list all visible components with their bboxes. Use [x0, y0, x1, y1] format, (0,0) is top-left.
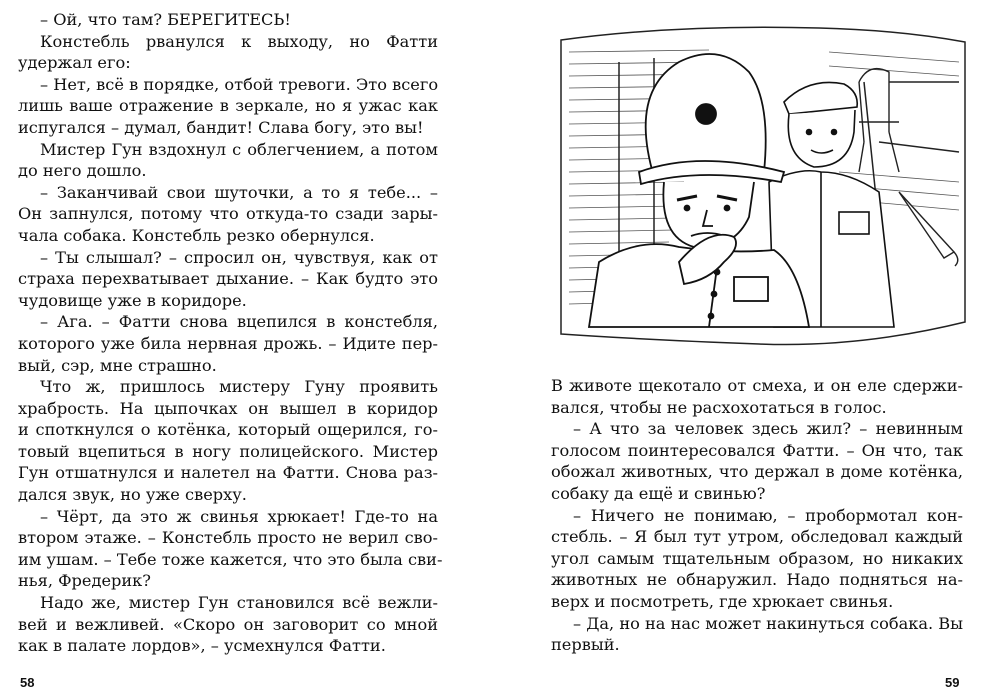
text-line: вей и вежливей. «Скоро он заговорит со мной	[18, 614, 438, 634]
paragraph	[18, 506, 443, 592]
paragraph	[18, 9, 438, 31]
text-line: и споткнулся о котёнка, который ощерился, го-	[18, 420, 438, 440]
text-line: чудовище уже в коридоре.	[18, 290, 247, 310]
text-line: Он запнулся, потому что откуда-то сзади зары-	[18, 204, 438, 224]
text-line: Мистер Гун вздохнул с облегчением, а потом	[40, 139, 438, 159]
text-line: как в палате лордов», – усмехнулся Фатти.	[18, 636, 386, 656]
text-line: – Заканчивай свои шуточки, а то я тебе... –	[40, 182, 438, 202]
paragraph	[18, 311, 438, 376]
text-line: верх и посмотреть, где хрюкает свинья.	[551, 591, 894, 611]
paragraph	[18, 139, 438, 182]
text-line: животных не обнаружил. Надо подняться на-	[551, 570, 963, 590]
paragraph	[551, 613, 963, 656]
text-line: Гун отшатнулся и налетел на Фатти. Снова раз-	[18, 463, 438, 483]
text-line: нья, Фредерик?	[18, 571, 151, 591]
text-line: до него дошло.	[18, 161, 147, 181]
paragraph	[18, 247, 438, 312]
paragraph	[18, 74, 438, 139]
text-line: голосом поинтересовался Фатти. – Он что, так	[551, 440, 963, 460]
text-line: Надо же, мистер Гун становился всё вежли-	[40, 593, 438, 613]
text-line: – Нет, всё в порядке, отбой тревоги. Это всего	[40, 74, 439, 94]
right-page-text	[551, 375, 963, 656]
text-line: им ушам. – Тебе тоже кажется, что это была сви-	[18, 549, 443, 569]
text-line: обожал животных, что держал в доме котёнка,	[551, 462, 963, 482]
paragraph	[18, 31, 438, 74]
paragraph	[551, 418, 963, 504]
text-line: В животе щекотало от смеха, и он еле сдержи-	[551, 376, 963, 395]
text-line: собаку да ещё и свинью?	[551, 483, 766, 503]
text-line: испугался – думал, бандит! Слава богу, это вы!	[18, 117, 424, 137]
paragraph	[551, 505, 963, 613]
text-line: товый вцепиться в ногу полицейского. Мистер	[18, 441, 438, 461]
text-line: первый.	[551, 635, 620, 655]
page-number-left: 58	[20, 675, 35, 690]
text-line: дался звук, но уже сверху.	[18, 485, 247, 505]
paragraph	[551, 375, 963, 418]
text-line: храбрость. На цыпочках он вышел в коридор	[18, 398, 438, 418]
text-line: Констебль рванулся к выходу, но Фатти	[40, 31, 438, 51]
left-page-text	[18, 9, 443, 657]
text-line: – А что за человек здесь жил? – невинным	[573, 419, 963, 439]
text-line: страха перехватывает дыхание. – Как будто это	[18, 269, 438, 289]
text-line: которого уже била нервная дрожь. – Идите пер-	[18, 333, 438, 353]
right-page	[494, 0, 988, 699]
text-line: вый, сэр, мне страшно.	[18, 355, 217, 375]
paragraph	[18, 182, 438, 247]
text-line: – Ты слышал? – спросил он, чувствуя, как от	[40, 247, 438, 267]
illustration-constable-and-fatty	[559, 22, 967, 352]
page-number-right: 59	[945, 675, 960, 690]
text-line: – Да, но на нас может накинуться собака. Вы	[573, 613, 964, 633]
paragraph	[18, 376, 438, 506]
text-line: стебль. – Я был тут утром, обследовал каждый	[551, 527, 963, 547]
text-line: угол самым тщательным образом, но никаких	[551, 548, 963, 568]
text-line: – Ничего не понимаю, – пробормотал кон-	[573, 505, 963, 525]
illustration-drawing	[559, 22, 967, 352]
text-line: – Ой, что там? БЕРЕГИТЕСЬ!	[40, 10, 291, 29]
text-line: лишь ваше отражение в зеркале, но я ужас как	[18, 96, 438, 116]
text-line: вался, чтобы не расхохотаться в голос.	[551, 397, 887, 417]
text-line: удержал его:	[18, 53, 131, 73]
text-line: – Ага. – Фатти снова вцепился в констебля,	[40, 312, 438, 332]
text-line: втором этаже. – Констебль просто не верил сво-	[18, 528, 438, 548]
paragraph	[18, 592, 438, 657]
text-line: чала собака. Констебль резко обернулся.	[18, 225, 375, 245]
text-line: Что ж, пришлось мистеру Гуну проявить	[40, 377, 438, 397]
text-line: – Чёрт, да это ж свинья хрюкает! Где-то на	[40, 506, 438, 526]
